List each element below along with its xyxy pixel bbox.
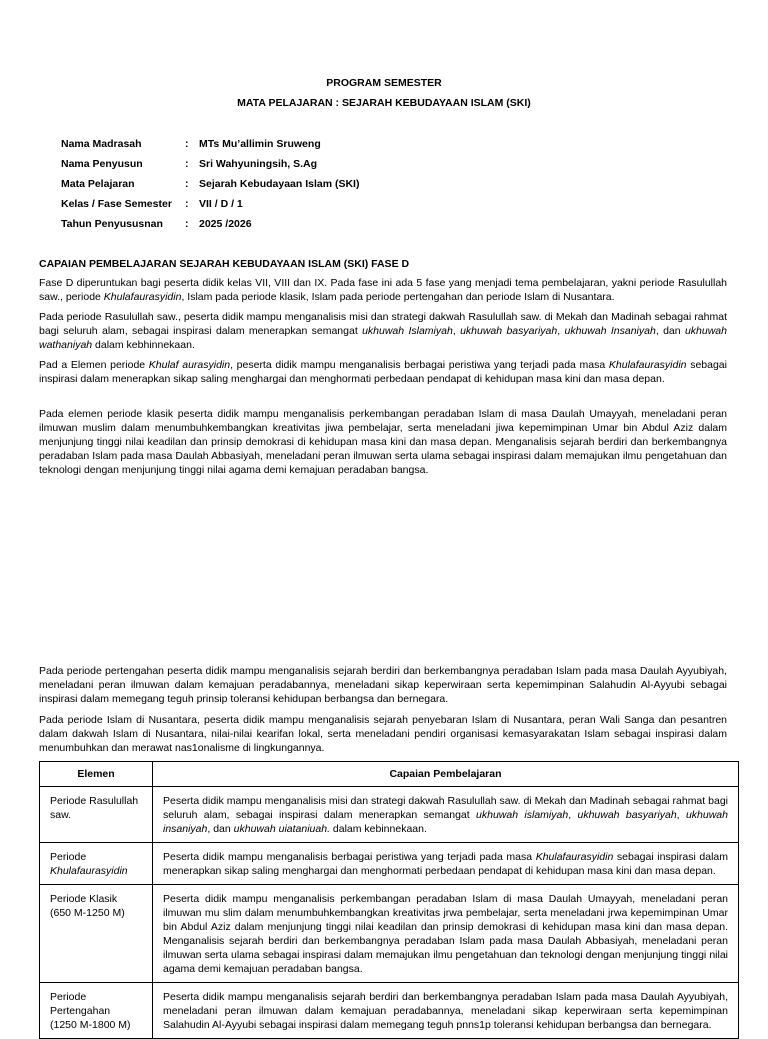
text-span: , <box>557 325 565 337</box>
info-value: MTs Mu’allimin Sruweng <box>199 138 321 150</box>
paragraph-pertengahan: Pada periode pertengahan peserta didik mampu menganalisis sejarah berdiri dan berkembangnya peradaban Islam pada masa Daulah Ayyubiyah, meneladani peran ilmuwan dalam kemajuan peradabannya, meneladani sikap keperwiraan serta kepemimpinan Salahudin Al-Ayyubi sebagai inspirasi dalam memegang teguh prinsip toleransi kehidupan berbangsa dan bernegara. <box>39 665 727 705</box>
text-span: sebagai inspirasi dalam menerapkan sikap saling menghargai dan menghormati perbedaan pendapat di kehidupan masa kini dan masa depan. <box>39 359 727 385</box>
italic-term: ukhuwah islamiyah <box>476 809 569 821</box>
info-label: Mata Pelajaran <box>61 178 135 190</box>
paragraph-fase-d <box>39 276 727 304</box>
text-span: , <box>452 325 461 337</box>
info-colon: : <box>185 138 189 150</box>
text-span: Pada periode Rasulullah saw., peserta didik mampu menganalisis misi dan strategi dakwah Rasulullah saw. di Mekah dan Madinah sebagai rahmat bagi seluruh alam, sebagai inspirasi dalam menerapkan semangat <box>39 311 727 337</box>
italic-term: ukhuwah Islamiyah <box>362 325 453 337</box>
text-span: , <box>676 809 686 821</box>
identity-block <box>61 137 359 237</box>
elemen-cell: Periode Rasulullah saw. <box>40 787 153 843</box>
italic-term: ukhuwah basyariyah <box>577 809 677 821</box>
capaian-cell: Peserta didik mampu menganalisis sejarah berdiri dan berkembangnya peradaban Islam pada masa Daulah Ayyubiyah, meneladani peran ilmuwan dalam kemajuan peradabannya, meneladani sikap keperwiraan serta kepemimpinan Salahudin Al-Ayyubi sebagai inspirasi dalam memegang teguh pnns1p toleransi kehidupan berbangsa dan bernegara. <box>153 983 739 1039</box>
text-span: Periode <box>50 991 87 1003</box>
column-header-capaian: Capaian Pembelajaran <box>153 762 739 787</box>
info-row-penyusun <box>61 157 359 177</box>
text-span: , dan <box>655 325 685 337</box>
text-span: Periode Klasik <box>50 893 118 905</box>
table-row <box>40 843 739 885</box>
text-span: (650 M-1250 M) <box>50 907 125 919</box>
text-span: , <box>568 809 578 821</box>
info-value: 2025 /2026 <box>199 218 252 230</box>
info-value: Sri Wahyuningsih, S.Ag <box>199 158 318 170</box>
text-span: Pad a Elemen periode <box>39 359 149 371</box>
document-subtitle: MATA PELAJARAN : SEJARAH KEBUDAYAAN ISLAM (SKI) <box>237 97 531 109</box>
info-row-madrasah <box>61 137 359 157</box>
paragraph-khulafaurasyidin <box>39 358 727 386</box>
capaian-cell <box>153 843 739 885</box>
table-row <box>40 983 739 1039</box>
info-label: Kelas / Fase Semester <box>61 198 172 210</box>
info-label: Nama Madrasah <box>61 138 142 150</box>
text-span: Peserta didik mampu menganalisis berbagai peristiwa yang terjadi pada masa <box>163 851 536 863</box>
table-row <box>40 885 739 983</box>
italic-term: ukhuwah basyariyah <box>460 325 558 337</box>
info-colon: : <box>185 218 189 230</box>
text-span: Pertengahan <box>50 1005 111 1017</box>
info-row-kelas <box>61 197 359 217</box>
text-span: dalam kebinnekaan. <box>329 823 427 835</box>
italic-term: Khulafaurasyidin <box>608 359 687 371</box>
info-colon: : <box>185 158 189 170</box>
text-span: Periode <box>50 851 87 863</box>
info-row-mapel <box>61 177 359 197</box>
italic-term: ukhuwah insaniyah <box>163 809 728 835</box>
paragraph-rasulullah <box>39 310 727 352</box>
table-row <box>40 787 739 843</box>
text-span: dalam kebhinnekaan. <box>92 339 195 351</box>
text-span: , peserta didik mampu menganalisis berbagai peristiwa yang terjadi pada masa <box>230 359 609 371</box>
italic-term: ukhuwah Insaniyah <box>564 325 656 337</box>
info-row-tahun <box>61 217 359 237</box>
capaian-cell <box>153 787 739 843</box>
italic-term: ukhuwah wathaniyah <box>39 325 727 351</box>
section-title: CAPAIAN PEMBELAJARAN SEJARAH KEBUDAYAAN ISLAM (SKI) FASE D <box>39 258 410 270</box>
text-span: Peserta didik mampu menganalisis misi dan strategi dakwah Rasulullah saw. di Mekah dan Madinah sebagai rahmat bagi seluruh alam, sebagai inspirasi dalam menerapkan semangat <box>163 795 728 821</box>
text-span: , Islam pada periode klasik, Islam pada periode pertengahan dan periode Islam di Nusantara. <box>181 291 615 303</box>
italic-term: Khulafaurasyidin <box>535 851 614 863</box>
text-span: , dan <box>207 823 234 835</box>
elemen-cell <box>40 983 153 1039</box>
column-header-elemen: Elemen <box>40 762 153 787</box>
info-colon: : <box>185 198 189 210</box>
table-header-row <box>40 762 739 787</box>
paragraph-klasik: Pada elemen periode klasik peserta didik mampu menganalisis perkembangan peradaban Islam di masa Daulah Umayyah, meneladani peran ilmuwan muslim dalam menumbuhkembangkan kreativitas jiwa pembelajar, serta meneladani jiwa kepemimpinan Umar bin Abdul Aziz dalam menjunjung tinggi nilai keadilan dan prinsip demokrasi di kehidupan masa kini dan masa depan. Menganalisis sejarah berdiri dan berkembangnya peradaban Islam pada masa Daulah Abbasiyah, meneladani peran ilmuwan serta ulama sebagai inspirasi dalam memajukan ilmu pengetahuan dan teknologi dengan menjunjung tinggi nilai agama demi kemajuan peradaban bangsa. <box>39 408 727 476</box>
document-title: PROGRAM SEMESTER <box>326 77 442 89</box>
info-value: VII / D / 1 <box>199 198 243 210</box>
italic-term: Khulafaurasyidin <box>50 865 128 877</box>
italic-term: Khulaf aurasyidin <box>148 359 231 371</box>
capaian-cell: Peserta didik mampu menganalisis perkembangan peradaban Islam di masa Daulah Umayyah, meneladani peran ilmuwan mu slim dalam menumbuhkembangkan kreativitas jrwa pembelajar, serta meneladani jrwa kepemimpinan Umar bin Abdul Aziz dalam menjunjung tinggi nilai keadilan dan prinsip demokrasi di kehidupan masa kini dan masa depan. Menganalisis sejarah berdiri dan berkembangnya peradaban Islam pada masa Daulah Abbasiyah, meneladani peran ilmuwan serta ulama sebagai inspirasi dalam memajukan ilmu pengetahuan dan teknologi dengan menjunjung tinggi nilai agama demi kemajuan peradaban bangsa. <box>153 885 739 983</box>
text-span: Fase D diperuntukan bagi peserta didik kelas VII, VIII dan IX. Pada fase ini ada 5 fase yang menjadi tema pembelajaran, yakni periode Rasulullah saw., periode <box>39 277 727 303</box>
info-value: Sejarah Kebudayaan Islam (SKI) <box>199 178 360 190</box>
paragraph-nusantara: Pada periode Islam di Nusantara, peserta didik mampu menganalisis sejarah penyebaran Islam di Nusantara, peran Wali Sanga dan pesantren dalam dakwah Islam di Nusantara, nilai-nilai kearifan lokal, serta meneladani pendiri organisasi kemasyarakatan Islam sebagai inspirasi dalam menumbuhkan dan merawat nas1onalisme di lingkungannya. <box>39 714 727 754</box>
italic-term: ukhuwah uiataniuah. <box>233 823 330 835</box>
info-colon: : <box>185 178 189 190</box>
text-span: sebagai inspirasi dalam menerapkan sikap saling menghargai dan menghormati perbedaan pendapat di kehidupan masa kini dan masa depan. <box>163 851 728 877</box>
info-label: Tahun Penyususnan <box>61 218 163 230</box>
elemen-cell <box>40 885 153 983</box>
info-label: Nama Penyusun <box>61 158 143 170</box>
capaian-table <box>39 761 739 1039</box>
elemen-cell <box>40 843 153 885</box>
italic-term: Khulafaurasyidin <box>103 291 182 303</box>
text-span: (1250 M-1800 M) <box>50 1019 131 1031</box>
